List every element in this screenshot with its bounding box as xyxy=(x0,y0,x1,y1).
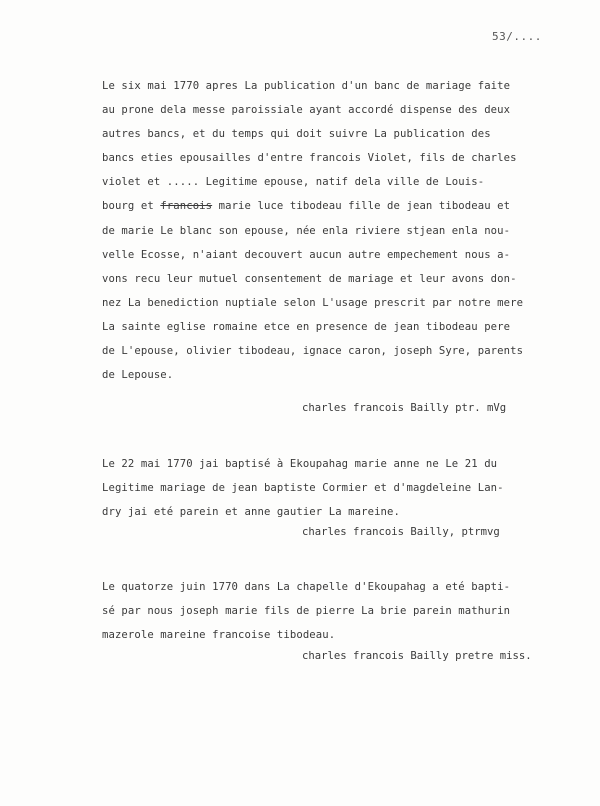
signature: charles francois Bailly ptr. mVg xyxy=(302,402,507,414)
text-line: de Lepouse. xyxy=(102,369,174,382)
text-line: nez La benediction nuptiale selon L'usage prescrit par notre mere xyxy=(102,296,524,309)
text-line: mazerole mareine francoise tibodeau. xyxy=(102,629,336,642)
signature: charles francois Bailly, ptrmvg xyxy=(302,526,500,538)
text-line: de marie Le blanc son epouse, née enla riviere stjean enla nou- xyxy=(102,224,511,237)
text-line: sé par nous joseph marie fils de pierre La brie parein mathurin xyxy=(102,605,511,618)
text-line: Legitime mariage de jean baptiste Cormier et d'magdeleine Lan- xyxy=(102,482,504,495)
text-line: bancs eties epousailles d'entre francois Violet, fils de charles xyxy=(102,152,517,165)
text-line: Le 22 mai 1770 jai baptisé à Ekoupahag marie anne ne Le 21 du xyxy=(102,458,498,470)
baptism-entry xyxy=(102,452,542,524)
text-line: dry jai eté parein et anne gautier La mareine. xyxy=(102,506,400,519)
text-line: velle Ecosse, n'aiant decouvert aucun autre empechement nous a- xyxy=(102,248,511,261)
page-number: 53/.... xyxy=(492,30,542,43)
struck-word: francois xyxy=(160,200,213,213)
text-line: Le six mai 1770 apres La publication d'un banc de mariage faite xyxy=(102,80,511,92)
text-segment: bourg et xyxy=(102,200,154,213)
signature: charles francois Bailly pretre miss. xyxy=(302,650,532,662)
text-line: La sainte eglise romaine etce en presence de jean tibodeau pere xyxy=(102,320,511,333)
marriage-entry xyxy=(102,74,542,387)
text-segment: marie luce tibodeau fille de jean tibodeau et xyxy=(218,200,511,213)
text-line: violet et ..... Legitime epouse, natif dela ville de Louis- xyxy=(102,176,485,189)
text-line-with-strikethrough xyxy=(102,194,542,218)
text-line: de L'epouse, olivier tibodeau, ignace caron, joseph Syre, parents xyxy=(102,345,524,358)
text-line: au prone dela messe paroissiale ayant accordé dispense des deux xyxy=(102,104,511,117)
text-line: vons recu leur mutuel consentement de mariage et leur avons don- xyxy=(102,272,517,285)
text-line: Le quatorze juin 1770 dans La chapelle d'Ekoupahag a eté bapti- xyxy=(102,581,511,593)
baptism-entry xyxy=(102,575,542,647)
text-line: autres bancs, et du temps qui doit suivre La publication des xyxy=(102,128,491,141)
